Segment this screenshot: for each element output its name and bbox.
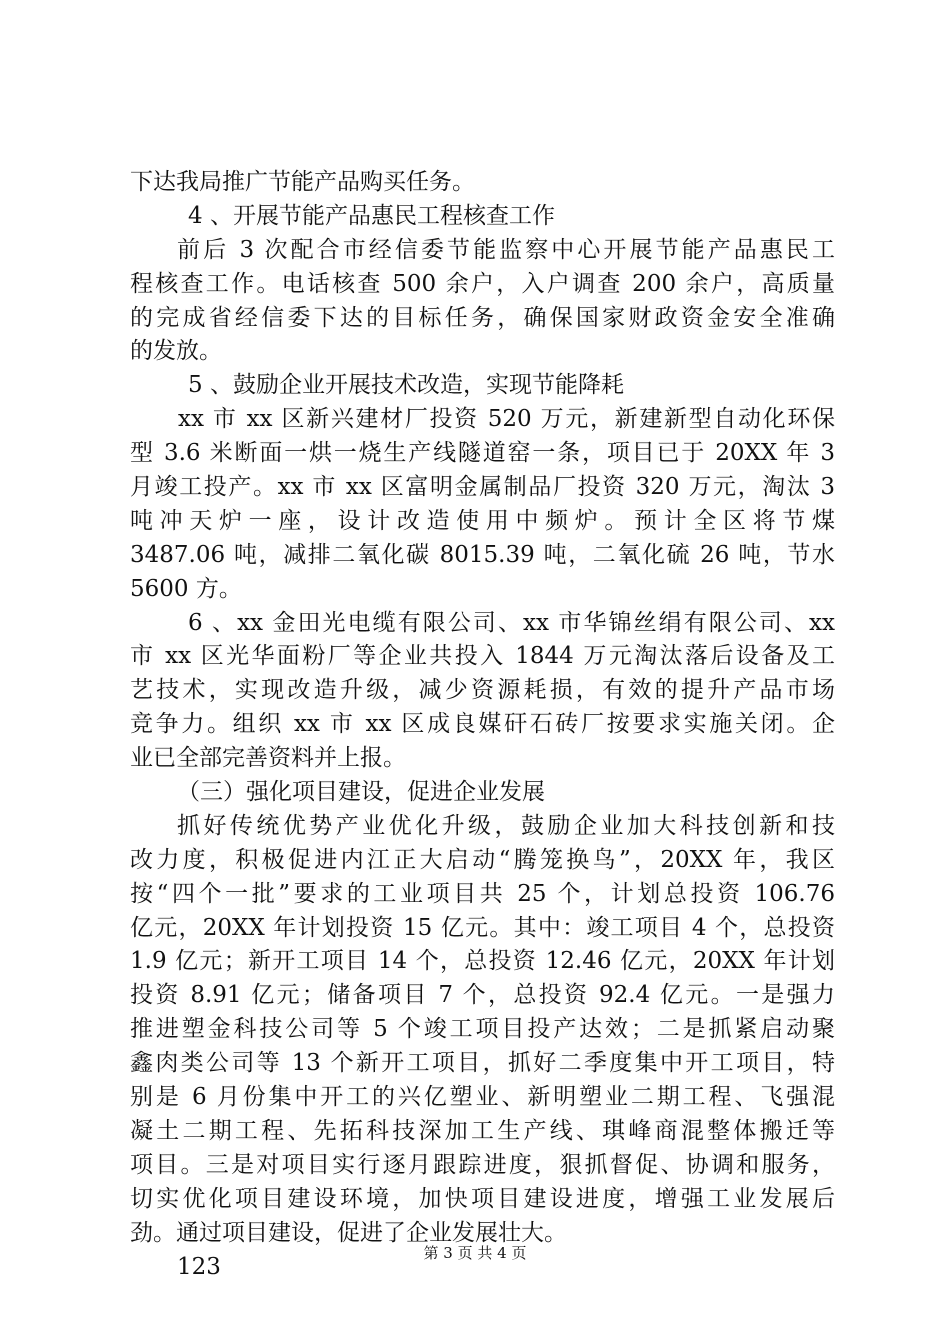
text-line: 下达我局推广节能产品购买任务。 xyxy=(130,169,475,195)
text-line: 的完成省经信委下达的目标任务，确保国家财政资金安全准确 xyxy=(130,304,835,331)
text-line: 1.9 亿元；新开工项目 14 个，总投资 12.46 亿元，20XX 年计划 xyxy=(130,948,835,975)
document-body xyxy=(130,166,835,1284)
text-line: 鑫肉类公司等 13 个新开工项目，抓好二季度集中开工项目，特 xyxy=(130,1050,835,1077)
text-line: 抓好传统优势产业优化升级，鼓励企业加大科技创新和技 xyxy=(177,812,835,839)
text-line: 竞争力。组织 xx 市 xx 区成良媒矸石砖厂按要求实施关闭。企 xyxy=(130,711,835,738)
text-line: 6 、xx 金田光电缆有限公司、xx 市华锦丝绢有限公司、xx xyxy=(188,609,835,636)
text-line: 3487.06 吨，减排二氧化碳 8015.39 吨，二氧化硫 26 吨，节水 xyxy=(130,541,835,568)
text-line: 切实优化项目建设环境，加快项目建设进度，增强工业发展后 xyxy=(130,1185,835,1212)
text-line: （三）强化项目建设，促进企业发展 xyxy=(177,779,545,806)
text-line: 凝土二期工程、先拓科技深加工生产线、琪峰商混整体搬迁等 xyxy=(130,1117,835,1144)
text-line: 艺技术，实现改造升级，减少资源耗损，有效的提升产品市场 xyxy=(130,677,835,704)
text-line: 业已全部完善资料并上报。 xyxy=(130,745,406,772)
text-line: 项目。三是对项目实行逐月跟踪进度，狠抓督促、协调和服务， xyxy=(130,1151,835,1178)
text-line: 改力度，积极促进内江正大启动“腾笼换鸟”，20XX 年，我区 xyxy=(130,846,835,873)
text-line: 市 xx 区光华面粉厂等企业共投入 1844 万元淘汰落后设备及工 xyxy=(130,643,835,670)
text-line: 按“四个一批”要求的工业项目共 25 个，计划总投资 106.76 xyxy=(130,880,835,907)
text-line: 程核查工作。电话核查 500 余户，入户调查 200 余户，高质量 xyxy=(130,270,835,297)
text-line: 的发放。 xyxy=(130,338,222,365)
text-line: 亿元，20XX 年计划投资 15 亿元。其中：竣工项目 4 个，总投资 xyxy=(130,914,835,941)
text-line: 5600 方。 xyxy=(130,575,242,602)
text-line: 型 3.6 米断面一烘一烧生产线隧道窑一条，项目已于 20XX 年 3 xyxy=(130,440,835,467)
page-number-footer: 第 3 页 共 4 页 xyxy=(423,1244,527,1262)
text-line: 4 、开展节能产品惠民工程核查工作 xyxy=(188,202,555,229)
text-line: 月竣工投产。xx 市 xx 区富明金属制品厂投资 320 万元，淘汰 3 xyxy=(130,474,835,501)
text-line: 吨冲天炉一座，设计改造使用中频炉。预计全区将节煤 xyxy=(130,507,835,534)
text-line: 劲。通过项目建设，促进了企业发展壮大。 xyxy=(130,1219,567,1246)
text-line: 前后 3 次配合市经信委节能监察中心开展节能产品惠民工 xyxy=(177,236,835,263)
text-line: 5 、鼓励企业开展技术改造，实现节能降耗 xyxy=(188,372,624,399)
text-line: 别是 6 月份集中开工的兴亿塑业、新明塑业二期工程、飞强混 xyxy=(130,1084,835,1111)
text-line: 123 xyxy=(177,1253,221,1280)
text-line: 推进塑金科技公司等 5 个竣工项目投产达效；二是抓紧启动聚 xyxy=(130,1016,835,1043)
text-line: xx 市 xx 区新兴建材厂投资 520 万元，新建新型自动化环保 xyxy=(178,406,835,433)
text-line: 投资 8.91 亿元；储备项目 7 个，总投资 92.4 亿元。一是强力 xyxy=(130,982,835,1009)
